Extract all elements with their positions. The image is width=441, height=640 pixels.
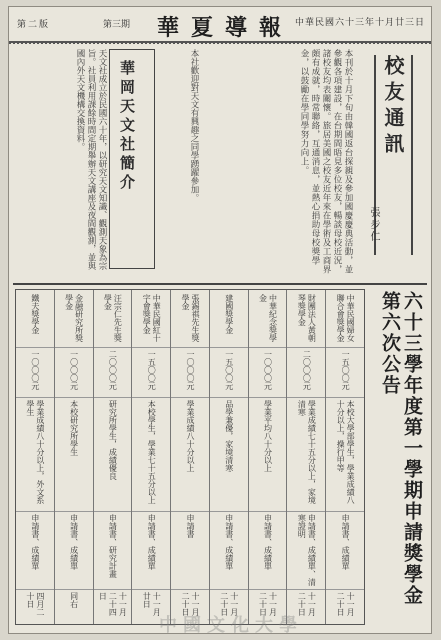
scholarship-requirement bbox=[94, 400, 132, 512]
scholarship-deadline-text: 十一月二十日 bbox=[297, 592, 317, 616]
scholarship-name-text: 中華民國紅十字會獎學金 bbox=[142, 294, 162, 342]
scholarship-column bbox=[286, 290, 325, 624]
scholarship-amount-text: 一〇〇〇元 bbox=[69, 350, 79, 390]
scholarship-documents-text: 申請書、成績單、清寒證明 bbox=[297, 514, 317, 586]
masthead bbox=[9, 7, 431, 43]
scholarship-name-text: 建國獎學金 bbox=[224, 294, 234, 334]
scholarship-deadline bbox=[16, 592, 54, 622]
scholarship-name bbox=[55, 294, 93, 348]
scholarship-amount bbox=[326, 350, 364, 398]
scholarship-documents-text: 申請書、成績單 bbox=[263, 514, 273, 570]
scholarship-requirement bbox=[287, 400, 325, 512]
scholarship-deadline-text: 十一月二十日 bbox=[219, 592, 239, 616]
scholarship-deadline-text: 十一月二十日 bbox=[336, 592, 356, 616]
scholarship-amount bbox=[171, 350, 209, 398]
scholarship-name-text: 汪宗仁先生獎學金 bbox=[103, 294, 123, 342]
scholarship-name-text: 金融研究所獎學金 bbox=[64, 294, 84, 342]
scholarship-requirement-text: 本校學生，學業七十五分以上 bbox=[147, 400, 157, 504]
scholarship-requirement-text: 本校大學部學生，學業成績八十分以上，操行甲等 bbox=[336, 400, 356, 504]
scholarship-column bbox=[54, 290, 93, 624]
scholarship-documents-text: 申請書 bbox=[185, 514, 195, 538]
astronomy-intro-box bbox=[109, 49, 155, 269]
scholarship-announcement-title: 六十三學年度第一學期申請獎學金第六次公告 bbox=[379, 291, 423, 606]
alumni-news-title: 校友通訊 bbox=[374, 55, 413, 255]
scholarship-requirement-text: 學業成績八十分以上 bbox=[185, 400, 195, 472]
archive-watermark: 中國文化大學 bbox=[159, 615, 303, 634]
scholarship-documents-text: 申請書、成績單 bbox=[341, 514, 351, 570]
scholarship-column bbox=[93, 290, 132, 624]
scholarship-column bbox=[170, 290, 209, 624]
scholarship-amount-text: 一〇〇〇元 bbox=[30, 350, 40, 390]
scholarship-deadline-text: 十一月二十四日 bbox=[98, 592, 128, 616]
scholarship-requirement bbox=[171, 400, 209, 512]
issue-date: 中華民國六十三年十月廿三日 bbox=[294, 18, 425, 28]
scholarship-amount-text: 一五〇〇元 bbox=[341, 350, 351, 390]
scholarship-documents-text: 申請書、研究計畫 bbox=[108, 514, 118, 578]
scholarship-requirement-text: 學業成績八十分以上，外文系學生 bbox=[25, 400, 45, 504]
scholarship-deadline bbox=[94, 592, 132, 622]
astronomy-intro-title: 華岡天文社簡介 bbox=[118, 60, 136, 193]
scholarship-column bbox=[248, 290, 287, 624]
astronomy-intro-note: 本社歡迎對天文有興趣之同學踴躍參加。 bbox=[189, 49, 199, 202]
header-rule bbox=[9, 41, 431, 44]
scholarship-amount-text: 二〇〇〇元 bbox=[108, 350, 118, 390]
scholarship-amount bbox=[249, 350, 287, 398]
scholarship-name bbox=[171, 294, 209, 348]
scholarship-name-text: 張錫祺先生獎學金 bbox=[180, 294, 200, 342]
scholarship-requirement bbox=[16, 400, 54, 512]
scholarship-name bbox=[326, 294, 364, 348]
scholarship-amount bbox=[16, 350, 54, 398]
scholarship-amount-text: 二〇〇〇元 bbox=[302, 350, 312, 390]
section-divider bbox=[13, 283, 427, 285]
scholarship-documents-text: 申請書、成績單 bbox=[69, 514, 79, 570]
scholarship-documents bbox=[210, 514, 248, 590]
scholarship-column bbox=[325, 290, 364, 624]
scholarship-column bbox=[131, 290, 170, 624]
scholarship-name bbox=[94, 294, 132, 348]
scholarship-name bbox=[210, 294, 248, 348]
scholarship-documents bbox=[16, 514, 54, 590]
scholarship-documents bbox=[55, 514, 93, 590]
page-number: 第二版 bbox=[17, 20, 51, 30]
scholarship-documents bbox=[132, 514, 170, 590]
alumni-news-author: 張步仁 bbox=[368, 207, 379, 243]
scholarship-amount bbox=[287, 350, 325, 398]
scholarship-name-text: 鐵夫獎學金 bbox=[30, 294, 40, 334]
scholarship-documents bbox=[94, 514, 132, 590]
scholarship-deadline-text: 四月二十日 bbox=[25, 592, 45, 616]
scholarship-amount-text: 一〇〇〇元 bbox=[263, 350, 273, 390]
scholarship-requirement bbox=[132, 400, 170, 512]
scholarship-requirement-text: 研究所學生，成績優良 bbox=[108, 400, 118, 480]
scholarship-requirement bbox=[210, 400, 248, 512]
scholarship-requirement bbox=[326, 400, 364, 512]
newspaper-title: 華夏導報 bbox=[157, 15, 294, 41]
scholarship-amount bbox=[55, 350, 93, 398]
scholarship-name-text: 中華紀念獎學金 bbox=[258, 294, 278, 342]
scholarship-documents-text: 申請書、成績單 bbox=[224, 514, 234, 570]
scholarship-requirement-text: 學業平均八十分以上 bbox=[263, 400, 273, 472]
alumni-news-body: 本刊於十月下旬由韓國返台探親及參加國慶慶典活動，並參觀各項建設，在台期間晤見多位校友，暢談母校近況，諸校友均表關懷。旅居美國之校友近年來在學術及工商界頗有成就，時常聯絡，互通消息，並熱心捐助母校獎學金，以鼓勵在學同學努力向上。 bbox=[299, 49, 353, 274]
scholarship-name bbox=[132, 294, 170, 348]
scholarship-documents bbox=[171, 514, 209, 590]
scholarship-requirement bbox=[55, 400, 93, 512]
scholarship-requirement-text: 品學兼優，家境清寒 bbox=[224, 400, 234, 472]
scholarship-deadline bbox=[326, 592, 364, 622]
scholarship-amount-text: 一五〇〇元 bbox=[147, 350, 157, 390]
scholarship-name-text: 財團法人黃朝琴獎學金 bbox=[297, 294, 317, 342]
scholarship-amount-text: 一五〇〇元 bbox=[224, 350, 234, 390]
astronomy-intro-body: 天文社成立於民國六十年，以研究天文知識、觀測天象為宗旨。社員利用課餘時間定期舉辦天文講座及夜間觀測，並與國內外天文機構交換資料。 bbox=[75, 49, 107, 270]
scholarship-amount bbox=[94, 350, 132, 398]
scholarship-documents-text: 申請書、成績單 bbox=[30, 514, 40, 570]
scholarship-name bbox=[16, 294, 54, 348]
scholarship-column bbox=[16, 290, 54, 624]
scholarship-deadline-text: 十一月二十日 bbox=[258, 592, 278, 616]
scholarship-amount bbox=[132, 350, 170, 398]
scholarship-name bbox=[249, 294, 287, 348]
newspaper-page bbox=[8, 6, 432, 634]
scholarship-deadline-text: 十一月二十日 bbox=[180, 592, 200, 616]
scholarship-requirement bbox=[249, 400, 287, 512]
scholarship-documents bbox=[326, 514, 364, 590]
scholarship-name bbox=[287, 294, 325, 348]
scholarship-deadline-text: 同右 bbox=[69, 592, 79, 608]
scholarship-column bbox=[209, 290, 248, 624]
scholarship-deadline bbox=[55, 592, 93, 622]
scholarship-documents-text: 申請書、成績單 bbox=[147, 514, 157, 570]
scholarship-name-text: 中華民國婦女聯合會獎學金 bbox=[336, 294, 356, 342]
scholarship-documents bbox=[249, 514, 287, 590]
scholarship-deadline-text: 十一月廿日 bbox=[142, 592, 162, 616]
scholarship-requirement-text: 本校研究所學生 bbox=[69, 400, 79, 456]
scholarship-table bbox=[15, 289, 365, 625]
scholarship-requirement-text: 學業成績七十五分以上，家境清寒 bbox=[297, 400, 317, 504]
scholarship-amount bbox=[210, 350, 248, 398]
scholarship-documents bbox=[287, 514, 325, 590]
issue-number: 第三期 bbox=[103, 20, 131, 30]
scholarship-amount-text: 一〇〇〇元 bbox=[185, 350, 195, 390]
